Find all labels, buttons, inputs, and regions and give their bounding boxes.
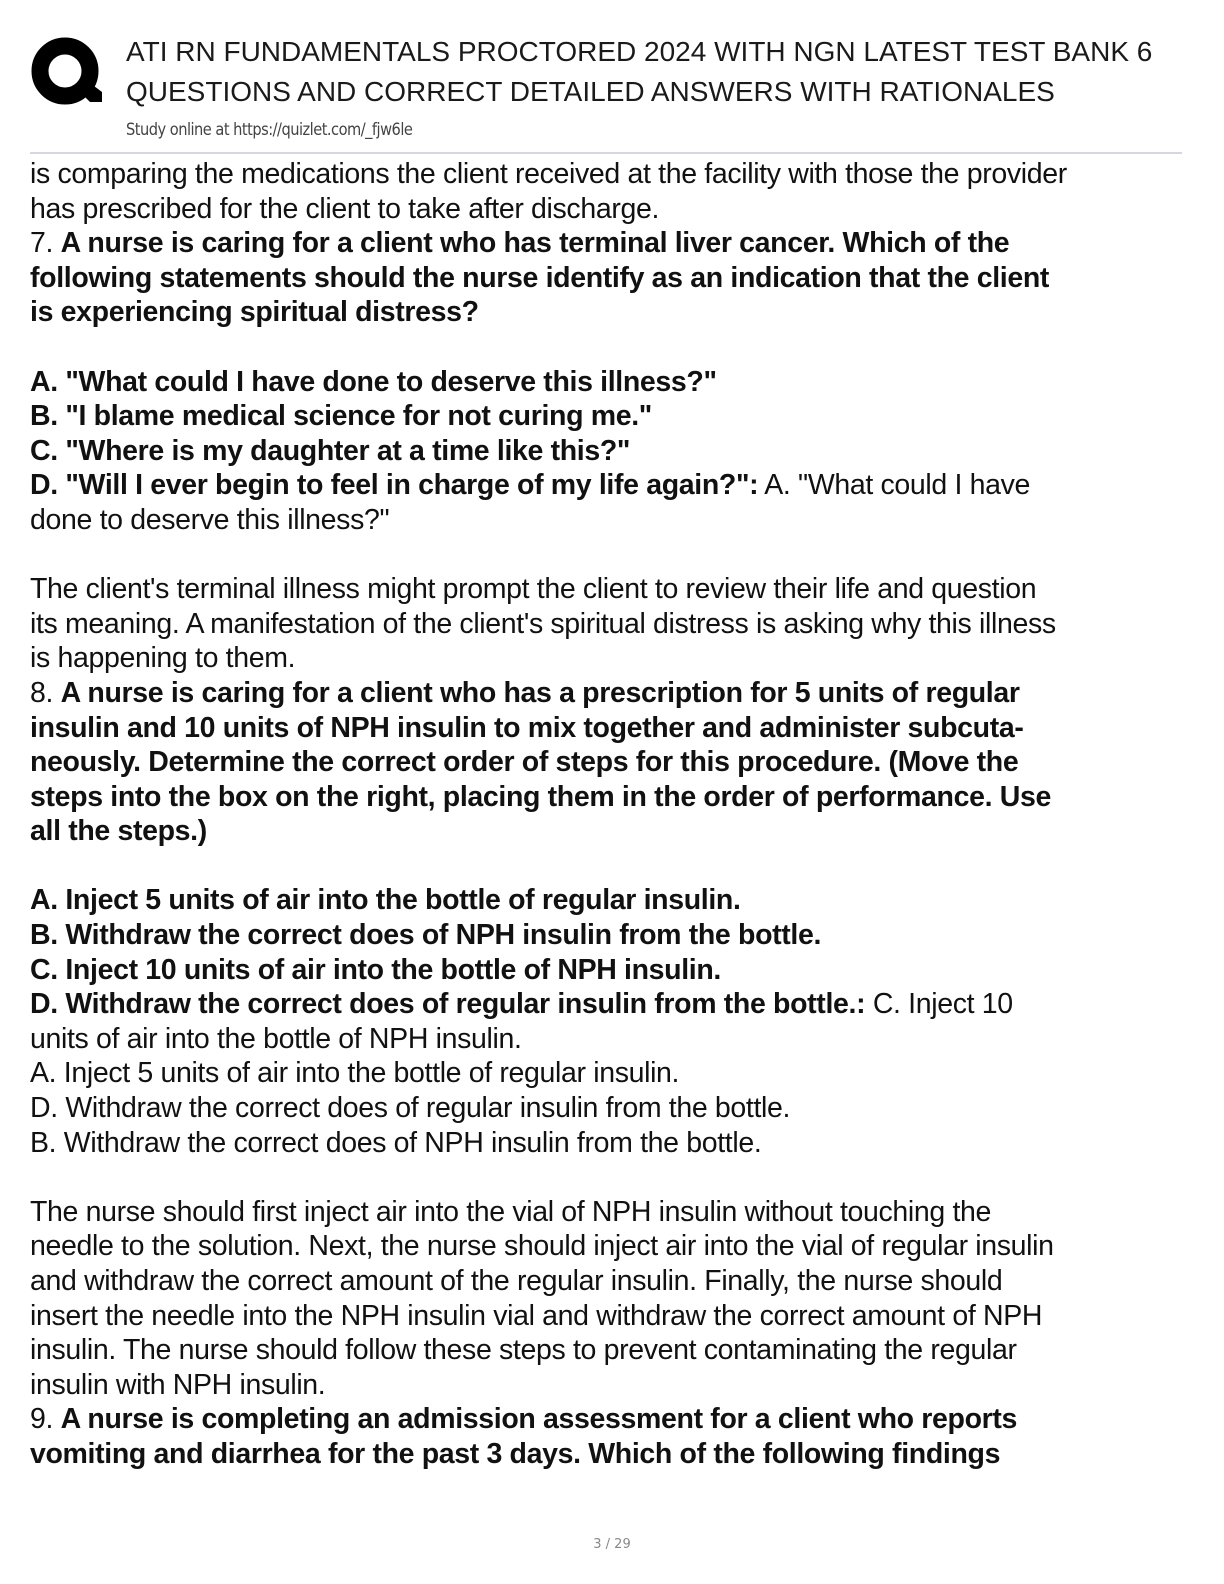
question-number: 9. xyxy=(30,1403,54,1436)
question-text: A nurse is completing an admission assessment for a client who reports xyxy=(60,1403,1018,1436)
option-item: A. "What could I have done to deserve this illness?" xyxy=(30,365,717,398)
page-number: 3 / 29 xyxy=(593,1537,631,1552)
rationale-line: is happening to them. xyxy=(30,642,296,675)
option-with-answer xyxy=(30,468,1190,503)
option-item: D. "Will I ever begin to feel in charge of my life again?": xyxy=(30,469,759,502)
question-number: 7. xyxy=(30,227,54,260)
answer-text: A. "What could I have xyxy=(764,469,1031,502)
document-title xyxy=(126,32,1224,112)
answer-text: B. Withdraw the correct does of NPH insulin from the bottle. xyxy=(30,1126,762,1159)
answer-text: C. Inject 10 xyxy=(872,988,1013,1021)
rationale-line: The client's terminal illness might prompt the client to review their life and question xyxy=(30,573,1037,606)
option-item: C. "Where is my daughter at a time like this?" xyxy=(30,434,631,467)
quizlet-q-logo-icon xyxy=(30,36,104,110)
option-item: B. "I blame medical science for not curing me." xyxy=(30,400,652,433)
option-item: D. Withdraw the correct does of regular insulin from the bottle.: xyxy=(30,988,866,1021)
rationale-line: insert the needle into the NPH insulin vial and withdraw the correct amount of NPH xyxy=(30,1299,1043,1332)
title-line-1: ATI RN FUNDAMENTALS PROCTORED 2024 WITH NGN LATEST TEST BANK 6 xyxy=(126,36,1153,67)
rationale-line: insulin. The nurse should follow these steps to prevent contaminating the regular xyxy=(30,1334,1017,1367)
option-item: C. Inject 10 units of air into the bottle of NPH insulin. xyxy=(30,953,721,986)
document-header xyxy=(30,28,1224,152)
intro-line: has prescribed for the client to take after discharge. xyxy=(30,192,660,225)
question-text: insulin and 10 units of NPH insulin to mix together and administer subcuta- xyxy=(30,711,1024,744)
spacer xyxy=(30,1160,1190,1195)
option-with-answer xyxy=(30,987,1190,1022)
answer-text: A. Inject 5 units of air into the bottle of regular insulin. xyxy=(30,1057,680,1090)
spacer xyxy=(30,330,1190,365)
question-text: A nurse is caring for a client who has terminal liver cancer. Which of the xyxy=(60,227,1010,260)
question-text: steps into the box on the right, placing them in the order of performance. Use xyxy=(30,780,1051,813)
study-online-link[interactable]: Study online at https://quizlet.com/_fjw6le xyxy=(126,120,413,140)
question-text: A nurse is caring for a client who has a prescription for 5 units of regular xyxy=(60,676,1020,709)
answer-text: units of air into the bottle of NPH insulin. xyxy=(30,1022,522,1055)
spacer xyxy=(30,538,1190,573)
question-text: vomiting and diarrhea for the past 3 days. Which of the following findings xyxy=(30,1437,1001,1470)
question-text: is experiencing spiritual distress? xyxy=(30,296,479,329)
question-text: following statements should the nurse identify as an indication that the client xyxy=(30,261,1050,294)
intro-line: is comparing the medications the client received at the facility with those the provider xyxy=(30,158,1067,190)
rationale-line: The nurse should first inject air into the vial of NPH insulin without touching the xyxy=(30,1195,992,1228)
question-text: neously. Determine the correct order of steps for this procedure. (Move the xyxy=(30,746,1019,779)
question-8-stem xyxy=(30,676,1190,711)
answer-text: done to deserve this illness?" xyxy=(30,503,390,536)
answer-text: D. Withdraw the correct does of regular insulin from the bottle. xyxy=(30,1092,791,1125)
document-body xyxy=(30,157,1190,1472)
option-item: A. Inject 5 units of air into the bottle of regular insulin. xyxy=(30,884,741,917)
rationale-line: needle to the solution. Next, the nurse should inject air into the vial of regular insulin xyxy=(30,1230,1054,1263)
option-item: B. Withdraw the correct does of NPH insulin from the bottle. xyxy=(30,919,822,952)
question-text: all the steps.) xyxy=(30,815,207,848)
rationale-line: and withdraw the correct amount of the regular insulin. Finally, the nurse should xyxy=(30,1265,1003,1297)
rationale-line: its meaning. A manifestation of the client's spiritual distress is asking why this illness xyxy=(30,607,1056,640)
question-number: 8. xyxy=(30,676,54,709)
header-divider xyxy=(30,152,1182,154)
spacer xyxy=(30,849,1190,884)
title-line-2: QUESTIONS AND CORRECT DETAILED ANSWERS WITH RATIONALES xyxy=(126,76,1055,107)
rationale-line: insulin with NPH insulin. xyxy=(30,1368,326,1401)
question-7-stem xyxy=(30,226,1190,261)
question-9-stem xyxy=(30,1402,1190,1437)
